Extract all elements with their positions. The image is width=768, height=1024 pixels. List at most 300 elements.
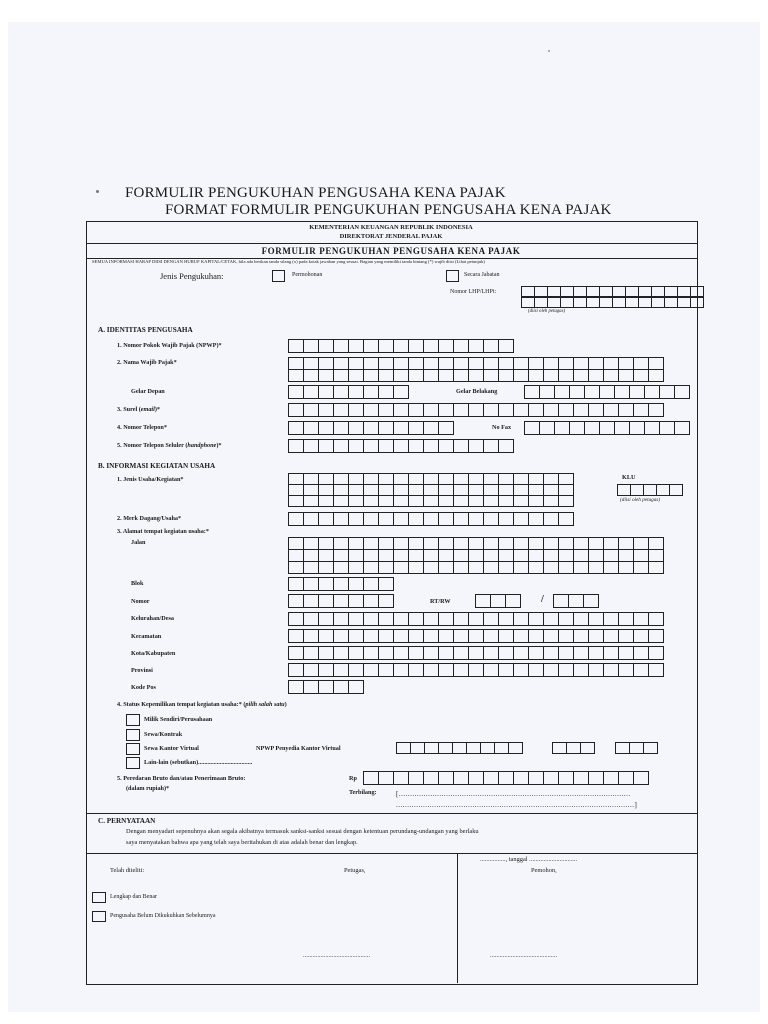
input-box[interactable] bbox=[554, 385, 570, 399]
input-box[interactable] bbox=[288, 385, 304, 399]
input-box[interactable] bbox=[348, 385, 364, 399]
input-box[interactable] bbox=[318, 385, 334, 399]
input-box[interactable] bbox=[318, 663, 334, 677]
input-box[interactable] bbox=[513, 403, 529, 417]
input-box[interactable] bbox=[423, 495, 439, 507]
input-box[interactable] bbox=[524, 385, 540, 399]
input-box[interactable] bbox=[348, 495, 364, 507]
input-box[interactable] bbox=[393, 403, 409, 417]
input-box[interactable] bbox=[318, 339, 334, 353]
input-box[interactable] bbox=[633, 612, 649, 626]
input-box[interactable] bbox=[483, 771, 499, 785]
input-box[interactable] bbox=[423, 339, 439, 353]
telepon-boxes[interactable] bbox=[288, 421, 454, 435]
input-box[interactable] bbox=[333, 561, 349, 574]
input-box[interactable] bbox=[363, 385, 379, 399]
input-box[interactable] bbox=[378, 339, 394, 353]
input-box[interactable] bbox=[393, 421, 409, 435]
input-box[interactable] bbox=[617, 484, 631, 496]
gelar-belakang-boxes[interactable] bbox=[524, 385, 690, 399]
input-box[interactable] bbox=[588, 369, 604, 382]
input-box[interactable] bbox=[363, 594, 379, 608]
input-box[interactable] bbox=[618, 561, 634, 574]
input-box[interactable] bbox=[648, 561, 664, 574]
input-box[interactable] bbox=[629, 421, 645, 435]
input-box[interactable] bbox=[543, 612, 559, 626]
input-box[interactable] bbox=[363, 663, 379, 677]
input-box[interactable] bbox=[553, 594, 569, 608]
input-box[interactable] bbox=[498, 612, 514, 626]
input-box[interactable] bbox=[348, 629, 364, 643]
input-box[interactable] bbox=[483, 339, 499, 353]
input-box[interactable] bbox=[393, 439, 409, 453]
input-box[interactable] bbox=[528, 612, 544, 626]
input-box[interactable] bbox=[408, 771, 424, 785]
input-box[interactable] bbox=[534, 286, 548, 297]
input-box[interactable] bbox=[583, 594, 599, 608]
input-box[interactable] bbox=[521, 297, 535, 308]
input-box[interactable] bbox=[528, 663, 544, 677]
input-box[interactable] bbox=[410, 742, 425, 754]
input-box[interactable] bbox=[423, 646, 439, 660]
input-box[interactable] bbox=[363, 629, 379, 643]
input-box[interactable] bbox=[453, 339, 469, 353]
input-box[interactable] bbox=[588, 771, 604, 785]
input-box[interactable] bbox=[288, 629, 304, 643]
input-box[interactable] bbox=[573, 403, 589, 417]
input-box[interactable] bbox=[498, 439, 514, 453]
input-box[interactable] bbox=[453, 612, 469, 626]
input-box[interactable] bbox=[393, 385, 409, 399]
input-box[interactable] bbox=[363, 612, 379, 626]
input-box[interactable] bbox=[528, 369, 544, 382]
input-box[interactable] bbox=[318, 612, 334, 626]
input-box[interactable] bbox=[648, 646, 664, 660]
input-box[interactable] bbox=[453, 629, 469, 643]
jenis-usaha-row3[interactable] bbox=[288, 495, 574, 507]
input-box[interactable] bbox=[393, 512, 409, 526]
input-box[interactable] bbox=[303, 577, 319, 591]
input-box[interactable] bbox=[599, 421, 615, 435]
input-box[interactable] bbox=[333, 439, 349, 453]
input-box[interactable] bbox=[378, 385, 394, 399]
input-box[interactable] bbox=[558, 663, 574, 677]
input-box[interactable] bbox=[674, 421, 690, 435]
rw-boxes[interactable] bbox=[553, 594, 599, 608]
input-box[interactable] bbox=[643, 484, 657, 496]
input-box[interactable] bbox=[552, 742, 567, 754]
input-box[interactable] bbox=[438, 403, 454, 417]
input-box[interactable] bbox=[618, 612, 634, 626]
input-box[interactable] bbox=[498, 663, 514, 677]
input-box[interactable] bbox=[664, 286, 678, 297]
input-box[interactable] bbox=[318, 439, 334, 453]
input-box[interactable] bbox=[468, 369, 484, 382]
input-box[interactable] bbox=[318, 577, 334, 591]
input-box[interactable] bbox=[629, 385, 645, 399]
input-box[interactable] bbox=[588, 403, 604, 417]
input-box[interactable] bbox=[490, 594, 506, 608]
input-box[interactable] bbox=[483, 561, 499, 574]
input-box[interactable] bbox=[408, 612, 424, 626]
input-box[interactable] bbox=[543, 512, 559, 526]
input-box[interactable] bbox=[288, 512, 304, 526]
input-box[interactable] bbox=[483, 369, 499, 382]
input-box[interactable] bbox=[423, 612, 439, 626]
input-box[interactable] bbox=[288, 680, 304, 694]
input-box[interactable] bbox=[453, 561, 469, 574]
date-line[interactable]: ................, tanggal .............................. bbox=[480, 856, 578, 863]
input-box[interactable] bbox=[363, 403, 379, 417]
input-box[interactable] bbox=[303, 369, 319, 382]
input-box[interactable] bbox=[378, 561, 394, 574]
input-box[interactable] bbox=[423, 771, 439, 785]
input-box[interactable] bbox=[288, 663, 304, 677]
input-box[interactable] bbox=[318, 561, 334, 574]
input-box[interactable] bbox=[543, 369, 559, 382]
input-box[interactable] bbox=[303, 629, 319, 643]
input-box[interactable] bbox=[554, 421, 570, 435]
input-box[interactable] bbox=[303, 646, 319, 660]
input-box[interactable] bbox=[318, 680, 334, 694]
input-box[interactable] bbox=[333, 339, 349, 353]
input-box[interactable] bbox=[618, 646, 634, 660]
input-box[interactable] bbox=[498, 629, 514, 643]
input-box[interactable] bbox=[333, 663, 349, 677]
input-box[interactable] bbox=[633, 561, 649, 574]
input-box[interactable] bbox=[288, 421, 304, 435]
input-box[interactable] bbox=[483, 403, 499, 417]
input-box[interactable] bbox=[633, 663, 649, 677]
pemohon-signature-line[interactable]: .......................................... bbox=[490, 952, 558, 959]
input-box[interactable] bbox=[644, 421, 660, 435]
input-box[interactable] bbox=[513, 646, 529, 660]
input-box[interactable] bbox=[584, 421, 600, 435]
input-box[interactable] bbox=[528, 403, 544, 417]
input-box[interactable] bbox=[614, 421, 630, 435]
petugas-signature-line[interactable]: .......................................... bbox=[303, 952, 371, 959]
input-box[interactable] bbox=[618, 369, 634, 382]
input-box[interactable] bbox=[513, 561, 529, 574]
input-box[interactable] bbox=[453, 663, 469, 677]
input-box[interactable] bbox=[586, 286, 600, 297]
kelurahan-boxes[interactable] bbox=[288, 612, 664, 626]
input-box[interactable] bbox=[348, 421, 364, 435]
checkbox-milik-sendiri[interactable] bbox=[126, 714, 140, 726]
blok-boxes[interactable] bbox=[288, 577, 394, 591]
input-box[interactable] bbox=[468, 339, 484, 353]
input-box[interactable] bbox=[318, 512, 334, 526]
input-box[interactable] bbox=[599, 286, 613, 297]
input-box[interactable] bbox=[333, 612, 349, 626]
input-box[interactable] bbox=[528, 512, 544, 526]
input-box[interactable] bbox=[303, 561, 319, 574]
input-box[interactable] bbox=[648, 663, 664, 677]
input-box[interactable] bbox=[333, 495, 349, 507]
input-box[interactable] bbox=[618, 663, 634, 677]
input-box[interactable] bbox=[521, 286, 535, 297]
input-box[interactable] bbox=[633, 646, 649, 660]
input-box[interactable] bbox=[483, 512, 499, 526]
input-box[interactable] bbox=[543, 771, 559, 785]
input-box[interactable] bbox=[318, 403, 334, 417]
input-box[interactable] bbox=[468, 771, 484, 785]
input-box[interactable] bbox=[603, 612, 619, 626]
input-box[interactable] bbox=[438, 495, 454, 507]
input-box[interactable] bbox=[378, 369, 394, 382]
input-box[interactable] bbox=[408, 663, 424, 677]
input-box[interactable] bbox=[438, 629, 454, 643]
input-box[interactable] bbox=[363, 369, 379, 382]
input-box[interactable] bbox=[558, 561, 574, 574]
input-box[interactable] bbox=[558, 369, 574, 382]
input-box[interactable] bbox=[378, 646, 394, 660]
kota-boxes[interactable] bbox=[288, 646, 664, 660]
input-box[interactable] bbox=[333, 421, 349, 435]
input-box[interactable] bbox=[393, 663, 409, 677]
klu-boxes[interactable] bbox=[617, 484, 683, 496]
input-box[interactable] bbox=[588, 561, 604, 574]
input-box[interactable] bbox=[363, 339, 379, 353]
input-box[interactable] bbox=[558, 403, 574, 417]
input-box[interactable] bbox=[483, 629, 499, 643]
surel-boxes[interactable] bbox=[288, 403, 664, 417]
input-box[interactable] bbox=[438, 646, 454, 660]
fax-boxes[interactable] bbox=[524, 421, 690, 435]
input-box[interactable] bbox=[453, 403, 469, 417]
checkbox-secara-jabatan[interactable] bbox=[446, 270, 459, 282]
peredaran-boxes[interactable] bbox=[363, 771, 649, 785]
input-box[interactable] bbox=[303, 594, 319, 608]
input-box[interactable] bbox=[588, 646, 604, 660]
input-box[interactable] bbox=[348, 646, 364, 660]
input-box[interactable] bbox=[378, 495, 394, 507]
input-box[interactable] bbox=[586, 297, 600, 308]
input-box[interactable] bbox=[659, 385, 675, 399]
npwp-virtual-boxes-2[interactable] bbox=[552, 742, 595, 754]
input-box[interactable] bbox=[614, 385, 630, 399]
input-box[interactable] bbox=[528, 646, 544, 660]
input-box[interactable] bbox=[513, 629, 529, 643]
input-box[interactable] bbox=[438, 771, 454, 785]
gelar-depan-boxes[interactable] bbox=[288, 385, 409, 399]
input-box[interactable] bbox=[468, 439, 484, 453]
input-box[interactable] bbox=[438, 512, 454, 526]
input-box[interactable] bbox=[573, 663, 589, 677]
input-box[interactable] bbox=[483, 646, 499, 660]
input-box[interactable] bbox=[558, 646, 574, 660]
input-box[interactable] bbox=[288, 339, 304, 353]
input-box[interactable] bbox=[659, 421, 675, 435]
seluler-boxes[interactable] bbox=[288, 439, 514, 453]
input-box[interactable] bbox=[288, 646, 304, 660]
input-box[interactable] bbox=[483, 495, 499, 507]
input-box[interactable] bbox=[644, 385, 660, 399]
input-box[interactable] bbox=[363, 577, 379, 591]
input-box[interactable] bbox=[573, 297, 587, 308]
input-box[interactable] bbox=[483, 612, 499, 626]
input-box[interactable] bbox=[569, 421, 585, 435]
input-box[interactable] bbox=[483, 439, 499, 453]
input-box[interactable] bbox=[408, 646, 424, 660]
input-box[interactable] bbox=[588, 663, 604, 677]
input-box[interactable] bbox=[348, 512, 364, 526]
input-box[interactable] bbox=[651, 286, 665, 297]
input-box[interactable] bbox=[547, 286, 561, 297]
nomor-lhp-boxes-row2[interactable] bbox=[521, 297, 704, 308]
input-box[interactable] bbox=[513, 512, 529, 526]
input-box[interactable] bbox=[318, 421, 334, 435]
input-box[interactable] bbox=[303, 663, 319, 677]
input-box[interactable] bbox=[558, 629, 574, 643]
input-box[interactable] bbox=[528, 495, 544, 507]
input-box[interactable] bbox=[528, 629, 544, 643]
input-box[interactable] bbox=[378, 612, 394, 626]
input-box[interactable] bbox=[603, 771, 619, 785]
input-box[interactable] bbox=[363, 771, 379, 785]
checkbox-sewa[interactable] bbox=[126, 729, 140, 741]
input-box[interactable] bbox=[468, 512, 484, 526]
input-box[interactable] bbox=[498, 561, 514, 574]
input-box[interactable] bbox=[648, 369, 664, 382]
input-box[interactable] bbox=[288, 403, 304, 417]
input-box[interactable] bbox=[468, 612, 484, 626]
jalan-row3[interactable] bbox=[288, 561, 664, 574]
input-box[interactable] bbox=[618, 403, 634, 417]
input-box[interactable] bbox=[468, 495, 484, 507]
input-box[interactable] bbox=[288, 561, 304, 574]
input-box[interactable] bbox=[333, 369, 349, 382]
input-box[interactable] bbox=[528, 561, 544, 574]
input-box[interactable] bbox=[333, 594, 349, 608]
input-box[interactable] bbox=[423, 629, 439, 643]
input-box[interactable] bbox=[558, 495, 574, 507]
input-box[interactable] bbox=[303, 339, 319, 353]
input-box[interactable] bbox=[629, 742, 644, 754]
input-box[interactable] bbox=[288, 369, 304, 382]
input-box[interactable] bbox=[378, 512, 394, 526]
input-box[interactable] bbox=[408, 339, 424, 353]
input-box[interactable] bbox=[423, 439, 439, 453]
input-box[interactable] bbox=[568, 594, 584, 608]
input-box[interactable] bbox=[438, 369, 454, 382]
input-box[interactable] bbox=[333, 403, 349, 417]
input-box[interactable] bbox=[468, 629, 484, 643]
input-box[interactable] bbox=[466, 742, 481, 754]
input-box[interactable] bbox=[378, 771, 394, 785]
kecamatan-boxes[interactable] bbox=[288, 629, 664, 643]
input-box[interactable] bbox=[378, 403, 394, 417]
input-box[interactable] bbox=[539, 421, 555, 435]
rt-boxes[interactable] bbox=[475, 594, 521, 608]
input-box[interactable] bbox=[547, 297, 561, 308]
input-box[interactable] bbox=[656, 484, 670, 496]
checkbox-lain-lain[interactable] bbox=[126, 757, 140, 769]
input-box[interactable] bbox=[438, 439, 454, 453]
input-box[interactable] bbox=[348, 439, 364, 453]
input-box[interactable] bbox=[543, 646, 559, 660]
input-box[interactable] bbox=[408, 403, 424, 417]
input-box[interactable] bbox=[528, 771, 544, 785]
input-box[interactable] bbox=[453, 495, 469, 507]
input-box[interactable] bbox=[303, 421, 319, 435]
input-box[interactable] bbox=[303, 403, 319, 417]
input-box[interactable] bbox=[648, 403, 664, 417]
kodepos-boxes[interactable] bbox=[288, 680, 364, 694]
input-box[interactable] bbox=[408, 629, 424, 643]
input-box[interactable] bbox=[573, 771, 589, 785]
terbilang-line-2[interactable]: ..........................................................................................................] bbox=[396, 801, 638, 809]
input-box[interactable] bbox=[348, 663, 364, 677]
input-box[interactable] bbox=[498, 339, 514, 353]
input-box[interactable] bbox=[573, 561, 589, 574]
input-box[interactable] bbox=[348, 403, 364, 417]
input-box[interactable] bbox=[393, 339, 409, 353]
input-box[interactable] bbox=[303, 439, 319, 453]
input-box[interactable] bbox=[288, 594, 304, 608]
input-box[interactable] bbox=[333, 385, 349, 399]
input-box[interactable] bbox=[498, 512, 514, 526]
input-box[interactable] bbox=[558, 512, 574, 526]
input-box[interactable] bbox=[573, 369, 589, 382]
input-box[interactable] bbox=[651, 297, 665, 308]
input-box[interactable] bbox=[513, 369, 529, 382]
input-box[interactable] bbox=[588, 629, 604, 643]
input-box[interactable] bbox=[543, 663, 559, 677]
input-box[interactable] bbox=[543, 629, 559, 643]
input-box[interactable] bbox=[408, 421, 424, 435]
input-box[interactable] bbox=[468, 646, 484, 660]
input-box[interactable] bbox=[318, 369, 334, 382]
input-box[interactable] bbox=[638, 297, 652, 308]
input-box[interactable] bbox=[393, 369, 409, 382]
input-box[interactable] bbox=[348, 369, 364, 382]
input-box[interactable] bbox=[318, 629, 334, 643]
input-box[interactable] bbox=[513, 495, 529, 507]
input-box[interactable] bbox=[303, 512, 319, 526]
input-box[interactable] bbox=[603, 561, 619, 574]
input-box[interactable] bbox=[363, 561, 379, 574]
input-box[interactable] bbox=[618, 629, 634, 643]
input-box[interactable] bbox=[348, 612, 364, 626]
input-box[interactable] bbox=[438, 612, 454, 626]
input-box[interactable] bbox=[288, 577, 304, 591]
input-box[interactable] bbox=[393, 771, 409, 785]
merk-boxes[interactable] bbox=[288, 512, 574, 526]
input-box[interactable] bbox=[438, 742, 453, 754]
npwp-boxes[interactable] bbox=[288, 339, 514, 353]
input-box[interactable] bbox=[408, 369, 424, 382]
input-box[interactable] bbox=[543, 403, 559, 417]
input-box[interactable] bbox=[603, 646, 619, 660]
checkbox-permohonan[interactable] bbox=[272, 270, 285, 282]
input-box[interactable] bbox=[603, 403, 619, 417]
input-box[interactable] bbox=[408, 495, 424, 507]
input-box[interactable] bbox=[505, 594, 521, 608]
input-box[interactable] bbox=[378, 663, 394, 677]
input-box[interactable] bbox=[633, 369, 649, 382]
input-box[interactable] bbox=[453, 512, 469, 526]
nomor-boxes[interactable] bbox=[288, 594, 394, 608]
input-box[interactable] bbox=[288, 612, 304, 626]
provinsi-boxes[interactable] bbox=[288, 663, 664, 677]
input-box[interactable] bbox=[633, 771, 649, 785]
input-box[interactable] bbox=[599, 297, 613, 308]
input-box[interactable] bbox=[423, 403, 439, 417]
input-box[interactable] bbox=[408, 439, 424, 453]
input-box[interactable] bbox=[584, 385, 600, 399]
input-box[interactable] bbox=[438, 561, 454, 574]
